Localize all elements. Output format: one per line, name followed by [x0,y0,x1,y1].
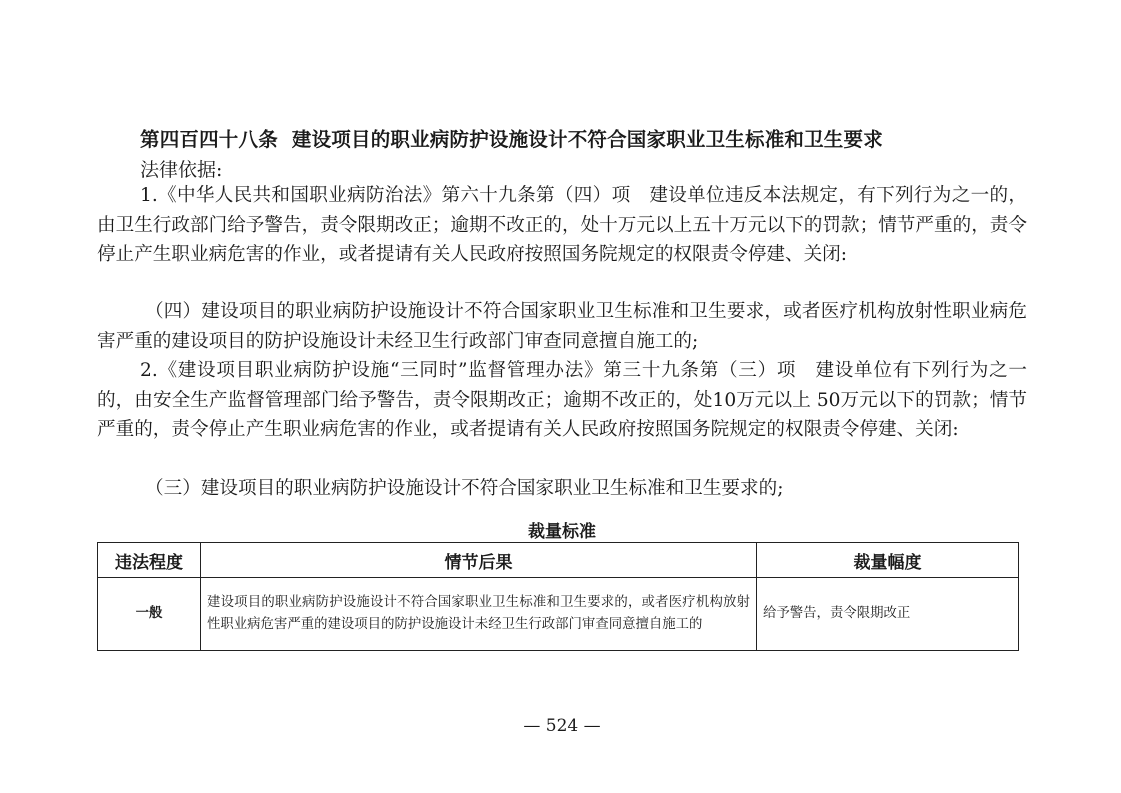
article-heading: 建设项目的职业病防护设施设计不符合国家职业卫生标准和卫生要求 [291,128,883,151]
table-row [98,578,1019,651]
discretion-standard-table [97,542,1019,651]
legal-basis-clause-2: （三）建设项目的职业病防护设施设计不符合国家职业卫生标准和卫生要求的; [145,478,784,499]
table-caption: 裁量标准 [528,522,596,542]
cell-penalty-range: 给予警告，责令限期改正 [757,578,1019,651]
legal-basis-label: 法律依据: [140,159,223,181]
article-number: 第四百四十八条 [140,128,278,151]
header-penalty-range: 裁量幅度 [757,543,1019,578]
page-number: — 524 — [523,716,601,736]
cell-violation-degree: 一般 [98,578,201,651]
table-header-row [98,543,1019,578]
legal-basis-clause-1: （四）建设项目的职业病防护设施设计不符合国家职业卫生标准和卫生要求，或者医疗机构放射性职业病危害严重的建设项目的防护设施设计未经卫生行政部门审查同意擅自施工的; [97,301,1027,352]
legal-basis-paragraph-2: 2.《建设项目职业病防护设施“三同时”监督管理办法》第三十九条第（三）项 建设单位有下列行为之一的，由安全生产监督管理部门给予警告，责令限期改正；逾期不改正的，处10万元以上 50万元以下的罚款；情节严重的，责令停止产生职业病危害的作业，或者提请有关人民政府按照国务院规定的权限责令停建、关闭: [97,360,1027,441]
article-title [140,124,883,152]
header-circumstance: 情节后果 [201,543,757,578]
legal-basis-paragraph-1: 1.《中华人民共和国职业病防治法》第六十九条第（四）项 建设单位违反本法规定，有下列行为之一的，由卫生行政部门给予警告，责令限期改正；逾期不改正的，处十万元以上五十万元以下的罚款；情节严重的，责令停止产生职业病危害的作业，或者提请有关人民政府按照国务院规定的权限责令停建、关闭: [97,185,1027,266]
cell-circumstance: 建设项目的职业病防护设施设计不符合国家职业卫生标准和卫生要求的，或者医疗机构放射性职业病危害严重的建设项目的防护设施设计未经卫生行政部门审查同意擅自施工的 [201,578,757,651]
header-violation-degree: 违法程度 [98,543,201,578]
